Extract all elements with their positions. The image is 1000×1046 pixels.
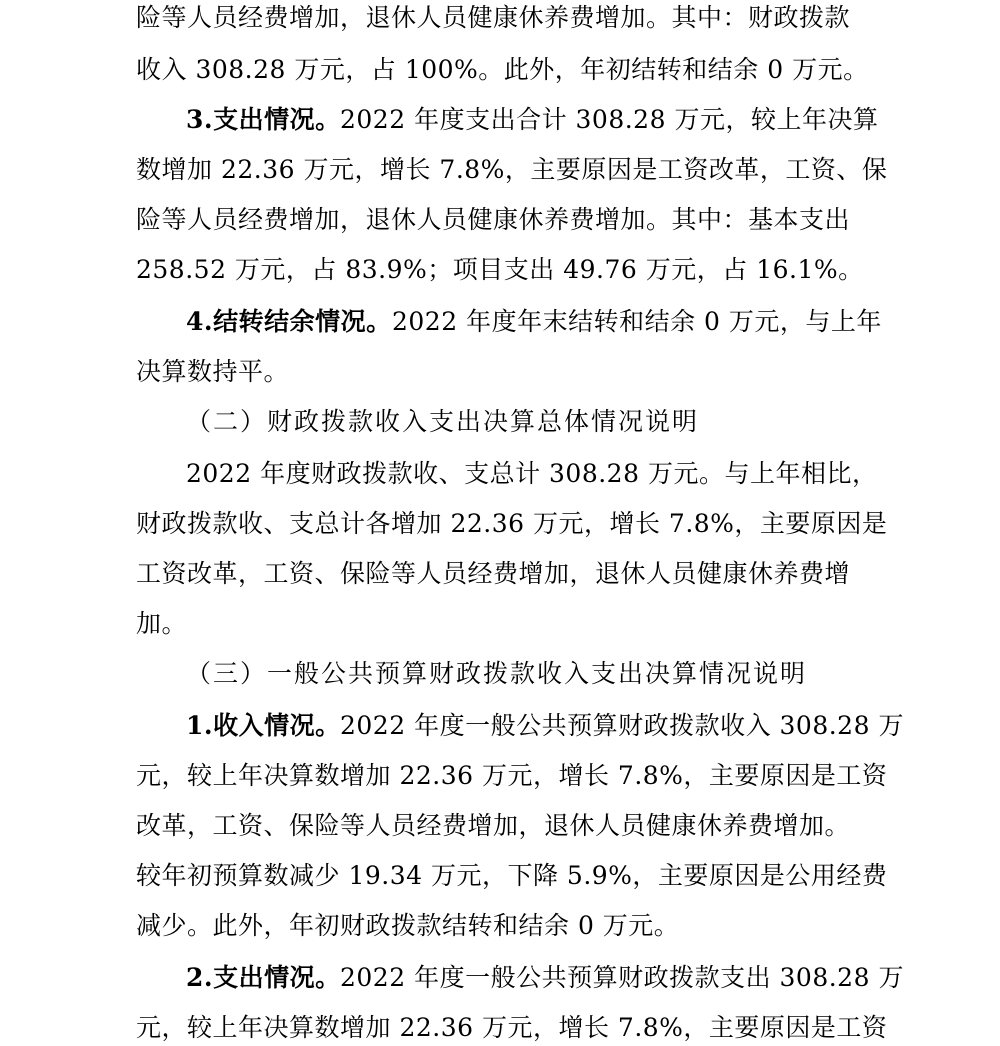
- text-line: 2022 年度一般公共预算财政拨款收入 308.28 万: [340, 711, 904, 740]
- text-line: 改革，工资、保险等人员经费增加，退休人员健康休养费增加。: [136, 811, 851, 840]
- text-line: 加。: [136, 609, 188, 638]
- section-heading: 4.结转结余情况。: [186, 307, 392, 336]
- section-heading: 1.收入情况。: [186, 711, 341, 740]
- text-line: 元，较上年决算数增加 22.36 万元，增长 7.8%，主要原因是工资: [136, 1013, 888, 1042]
- text-line: 数增加 22.36 万元，增长 7.8%，主要原因是工资改革，工资、保: [136, 155, 888, 184]
- text-line: 收入 308.28 万元，占 100%。此外，年初结转和结余 0 万元。: [136, 55, 869, 84]
- text-line: 决算数持平。: [136, 357, 290, 386]
- text-line: 2022 年度一般公共预算财政拨款支出 308.28 万: [340, 963, 904, 992]
- section-heading: 3.支出情况。: [186, 105, 341, 134]
- section-heading: 2.支出情况。: [186, 963, 341, 992]
- text-line: 元，较上年决算数增加 22.36 万元，增长 7.8%，主要原因是工资: [136, 761, 888, 790]
- text-line: 2022 年度年末结转和结余 0 万元，与上年: [392, 307, 882, 336]
- text-line: 2022 年度财政拨款收、支总计 308.28 万元。与上年相比，: [186, 459, 878, 488]
- text-line: 2022 年度支出合计 308.28 万元，较上年决算: [340, 105, 879, 134]
- text-line: 险等人员经费增加，退休人员健康休养费增加。其中：财政拨款: [136, 3, 851, 32]
- text-line: 险等人员经费增加，退休人员健康休养费增加。其中：基本支出: [136, 205, 851, 234]
- text-line: 减少。此外，年初财政拨款结转和结余 0 万元。: [136, 911, 680, 940]
- subsection-title: （三）一般公共预算财政拨款收入支出决算情况说明: [186, 659, 808, 688]
- text-line: 较年初预算数减少 19.34 万元，下降 5.9%，主要原因是公用经费: [136, 861, 888, 890]
- subsection-title: （二）财政拨款收入支出决算总体情况说明: [186, 407, 700, 436]
- text-line: 258.52 万元，占 83.9%；项目支出 49.76 万元，占 16.1%。: [136, 255, 864, 284]
- text-line: 工资改革，工资、保险等人员经费增加，退休人员健康休养费增: [136, 559, 851, 588]
- text-line: 财政拨款收、支总计各增加 22.36 万元，增长 7.8%，主要原因是: [136, 509, 888, 538]
